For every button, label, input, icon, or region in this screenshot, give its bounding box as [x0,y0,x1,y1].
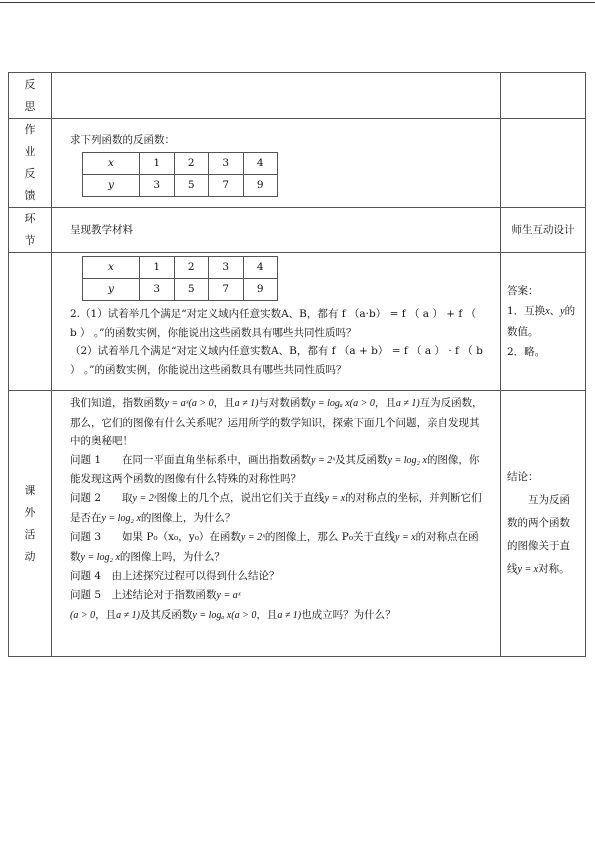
reflection-content [52,73,501,119]
homework-prompt: 求下列函数的反函数： [70,134,175,146]
xy-cell: 3 [140,174,175,196]
xy-cell: 5 [174,279,209,301]
section-right-text: 师生互动设计 [511,223,575,236]
question-2-1: 2.（1）试着举几个满足“对定义域内任意实数A、B，都有 f （a·b） = f （ a ） + f （ b ） 。”的函数实例，你能说出这些函数具有哪些共同性质吗？ [70,308,477,339]
reflection-right [501,73,586,119]
activity-right [501,391,586,657]
reflection-label: 反 思 [9,73,52,119]
problem-4: 问题 4 由上述探究过程可以得到什么结论？ [70,570,280,583]
activity-intro: 我们知道，指数函数y = aˣ(a > 0，且a ≠ 1)与对数函数y = logₐ x(a > 0，且a ≠ 1)互为反函数，那么，它们的图像有什么关系呢？运用所学的数学知识，探索下面几个问题，亲自发现其中的奥秘吧！ [70,397,483,448]
lesson-table [8,72,586,657]
section-center-text: 呈现教学材料 [70,223,133,236]
xy-cell: 3 [209,257,244,279]
material-xy-table [82,256,278,301]
section-header-row [9,208,586,253]
xy-cell: 3 [209,152,244,174]
section-right [501,208,586,253]
problem-1: 问题 1 在同一平面直角坐标系中，画出指数函数y = 2ˣ及其反函数y = log₂ x的图像，你能发现这两个函数的图像有什么特殊的对称性吗？ [70,453,480,486]
material-label [9,253,52,391]
xy-header-y: y [83,174,140,196]
conclusion-text: 互为反函数的两个函数的图像关于直线y = x对称。 [507,494,570,575]
xy-cell: 5 [174,174,209,196]
homework-content [52,119,501,208]
activity-content [52,391,501,657]
question-2-2: （2）试着举几个满足“对定义域内任意实数A、B，都有 f （a + b） = f （ a ） · f （ b ） 。”的函数实例，你能说出这些函数具有哪些共同性质吗？ [70,345,483,376]
xy-header-x: x [83,152,140,174]
top-rule [0,2,595,3]
material-row [9,253,586,391]
problem-5: 问题 5 上述结论对于指数函数y = aˣ (a > 0，且a ≠ 1)及其反函数y = logₐ x(a > 0，且a ≠ 1)也成立吗？为什么？ [70,588,396,621]
homework-label: 作 业 反 馈 [9,119,52,208]
xy-cell: 7 [209,174,244,196]
xy-cell: 1 [140,257,175,279]
xy-cell: 4 [243,152,278,174]
activity-label: 课 外 活 动 [9,391,52,657]
answer-2: 2．略。 [507,346,546,358]
xy-cell: 2 [174,257,209,279]
xy-cell: 3 [140,279,175,301]
xy-cell: 4 [243,257,278,279]
homework-right [501,119,586,208]
conclusion-title: 结论： [507,471,539,483]
xy-cell: 9 [243,174,278,196]
xy-cell: 1 [140,152,175,174]
answer-1: 1．互换x、y的数值。 [507,305,576,338]
xy-cell: 7 [209,279,244,301]
material-content [52,253,501,391]
section-label: 环 节 [9,208,52,253]
homework-xy-table [82,152,278,197]
problem-3: 问题 3 如果 P₀（x₀，y₀）在函数y = 2ˣ的图像上，那么 P₀关于直线y = x的对称点在函数y = log₂ x的图像上吗，为什么？ [70,531,479,563]
material-right [501,253,586,391]
reflection-row [9,73,586,119]
homework-row [9,119,586,208]
xy-cell: 2 [174,152,209,174]
problem-2: 问题 2 取y = 2ˣ图像上的几个点，说出它们关于直线y = x的对称点的坐标，并判断它们是否在y = log₂ x的图像上，为什么？ [70,491,482,524]
xy-header-y: y [83,279,140,301]
section-center [52,208,501,253]
xy-cell: 9 [243,279,278,301]
activity-row [9,391,586,657]
answer-title: 答案： [507,285,539,297]
xy-header-x: x [83,257,140,279]
